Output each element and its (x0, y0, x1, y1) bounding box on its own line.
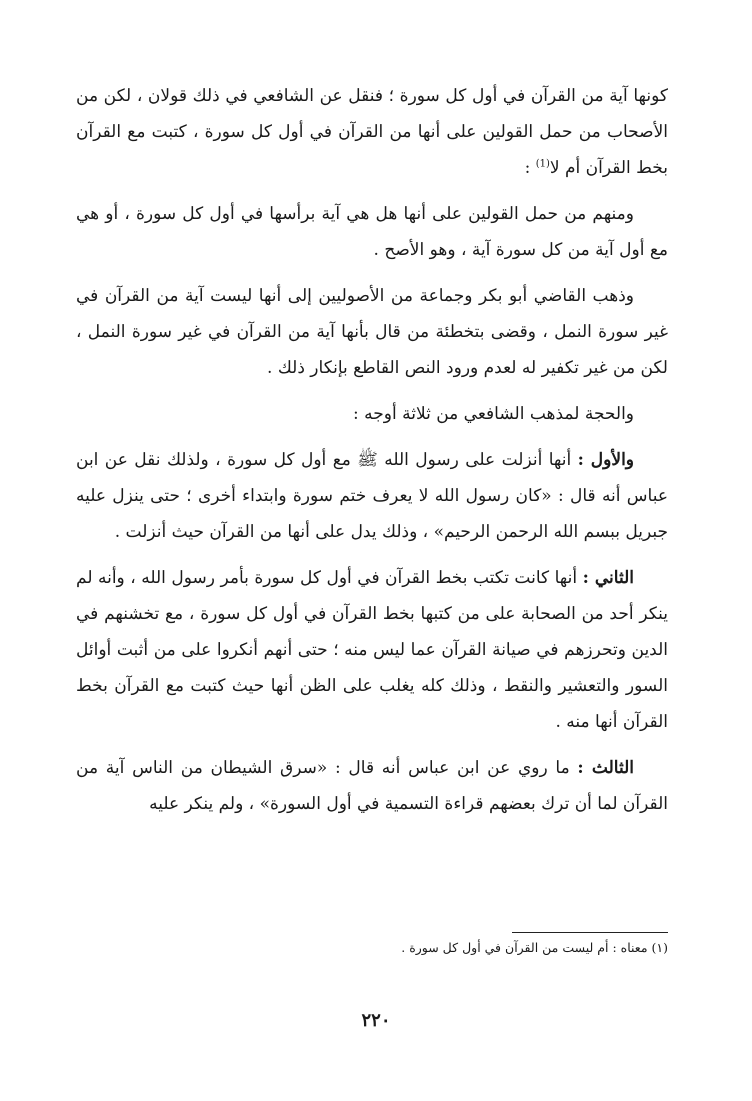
p2-line-2: أو هي مع أول آية من كل سورة آية ، وهو الأصح . (76, 204, 668, 260)
page-number: ٢٢٠ (361, 1010, 391, 1031)
p1-tail: : (524, 158, 536, 178)
footnote: (١) معناه : أم ليست من القرآن في أول كل سورة . (401, 940, 668, 955)
p6-lead: الثاني : (582, 568, 634, 588)
p5-line-4: أنها من القرآن حيث أنزلت . (114, 522, 310, 542)
paragraph-2 (76, 196, 668, 268)
p6-line-1: أنها كانت تكتب بخط القرآن في أول كل سورة بأمر رسول (171, 568, 583, 588)
paragraph-7 (76, 750, 668, 822)
p4-line-1: والحجة لمذهب الشافعي من ثلاثة أوجه : (353, 404, 634, 424)
paragraph-6 (76, 560, 668, 740)
p2-line-1: ومنهم من حمل القولين على أنها هل هي آية برأسها في أول كل سورة ، (124, 204, 634, 224)
p6-line-4: أنهم أنكروا على من أثبت أوائل السور والتعشير والنقط ، وذلك كله يغلب على (76, 640, 668, 696)
p5-line-1: أنها أنزلت على رسول الله ﷺ مع أول كل سورة ، ولذلك (166, 450, 578, 470)
body-text (76, 78, 668, 832)
p1-line-1: كونها آية من القرآن في أول كل سورة ؛ فنقل عن الشافعي في ذلك قولان ، (136, 86, 668, 106)
p5-line-3: أخرى ؛ حتى ينزل عليه جبريل ببسم الله الرحمن الرحيم» ، وذلك يدل على (76, 486, 668, 542)
paragraph-1 (76, 78, 668, 186)
paragraph-4 (76, 396, 668, 432)
p3-line-1: وذهب القاضي أبو بكر وجماعة من الأصوليين إلى أنها ليست آية من (156, 286, 634, 306)
p7-lead: الثالث : (577, 758, 635, 778)
paragraph-3 (76, 278, 668, 386)
footnote-ref: (1) (535, 158, 550, 170)
p6-line-2: الله ، وأنه لم ينكر أحد من الصحابة على من كتبها بخط القرآن في أول كل (76, 568, 668, 624)
p7-line-1: ما روي عن ابن عباس أنه قال : «سرق الشيطان من الناس آية (105, 758, 578, 778)
footnote-divider (512, 932, 668, 933)
p3-line-2: القرآن في غير سورة النمل ، وقضى بتخطئة من قال بأنها آية من القرآن في غير (76, 286, 668, 342)
p5-lead: والأول : (577, 450, 634, 470)
paragraph-5 (76, 442, 668, 550)
p6-line-5: الظن أنها حيث كتبت مع القرآن بخط القرآن أنها منه . (76, 676, 668, 732)
p7-line-2: من القرآن لما أن ترك بعضهم قراءة التسمية في أول السورة» ، ولم ينكر عليه (76, 758, 668, 814)
p5-line-2: نقل عن ابن عباس أنه قال : «كان رسول الله لا يعرف ختم سورة وابتداء (76, 450, 669, 506)
p1-line-2: لكن من الأصحاب من حمل القولين على أنها من القرآن في أول كل سورة ، (76, 86, 668, 142)
p3-line-3: سورة النمل ، لكن من غير تكفير له لعدم ورود النص القاطع بإنكار ذلك . (76, 322, 668, 378)
p1-line-3: كتبت مع القرآن بخط القرآن أم لا (76, 122, 668, 178)
p6-line-3: سورة ، مع تخشنهم في الدين وتحرزهم في صيانة القرآن عما ليس منه ؛ حتى (76, 604, 668, 660)
